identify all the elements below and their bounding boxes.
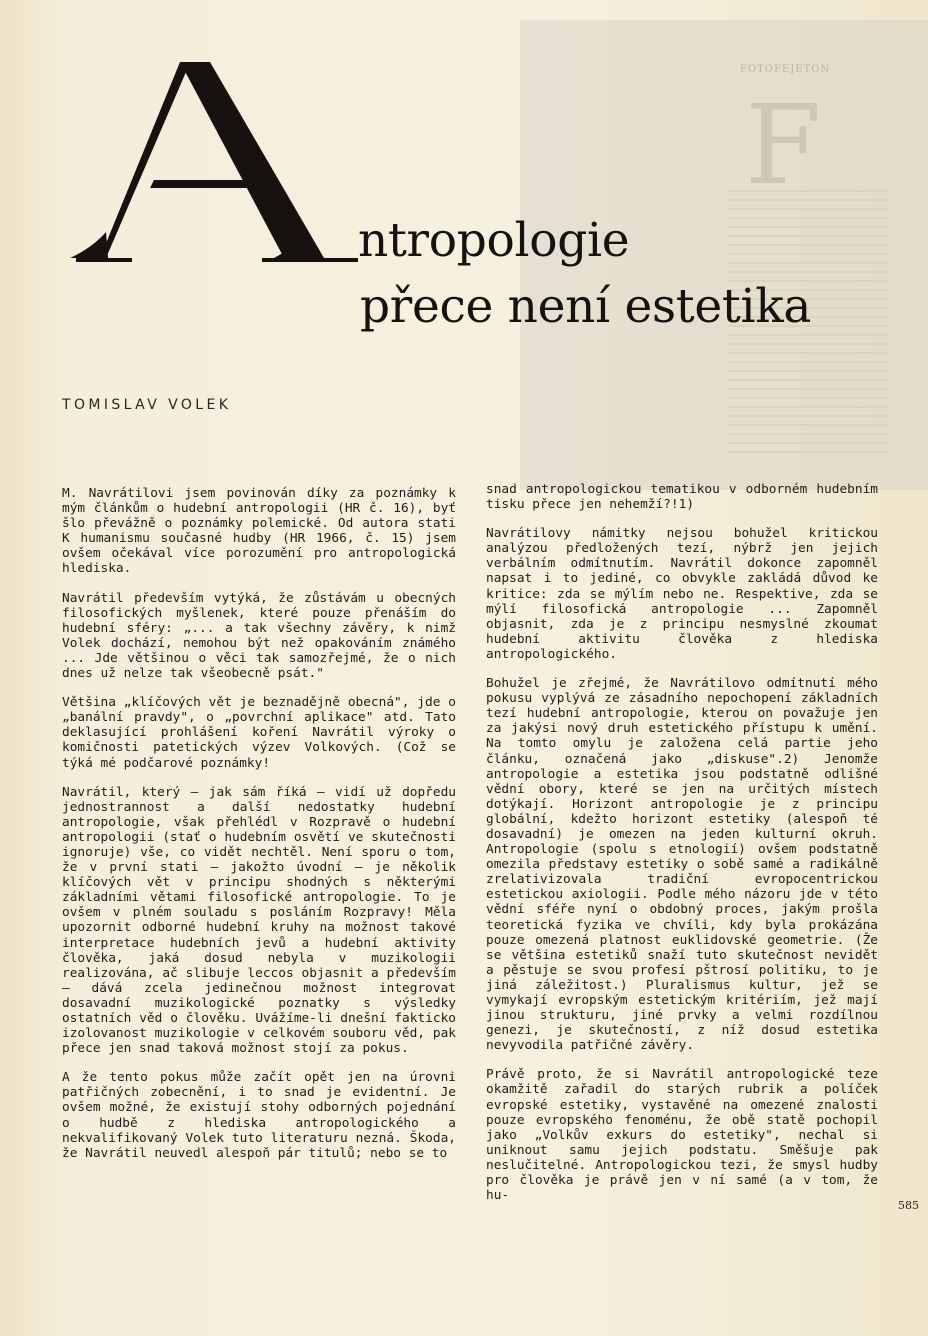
paragraph: Většina „klíčových vět je beznadějně obecná", jde o „banální pravdy", o „povrchní aplikace" atd. Tato deklasující prohlášení koření Navrátil výroky o komičnosti patetických výzev Volkových. (Což se týká mé podčarové poznámky! [62,695,456,771]
text-column-right [486,482,878,1217]
paragraph: snad antropologickou tematikou v odborném hudebním tisku přece jen nehemží?!1) [486,482,878,513]
author-name: TOMISLAV VOLEK [62,397,232,413]
paragraph: M. Navrátilovi jsem povinován díky za poznámky k mým článkům o hudební antropologii (HR č. 16), byť šlo převážně o poznámky polemické. Od autora stati K humanismu současné hudby (HR 1966, č. 15) jsem ovšem očekával více porozumění pro antropologická hlediska. [62,486,456,577]
initial-letter-a [62,62,372,272]
show-through-initial: F [745,81,822,209]
paragraph: A že tento pokus může začít opět jen na úrovni patřičných zobecnění, i to snad je evidentní. Je ovšem možné, že existují stohy odborných pojednání o hudbě z hlediska antropologického a nekvalifikovaný Volek tuto literaturu nezná. Škoda, že Navrátil neuvedl alespoň pár titulů; nebo se to [62,1070,456,1161]
show-through-header: FOTOFEJETON [740,64,831,75]
paragraph: Navrátil především vytýká, že zůstávám u obecných filosofických myšlenek, které pouze přenáším do hudební sféry: „... a tak všechny závěry, k nimž Volek dochází, nemohou být než opakováním známého ... Jde většinou o věci tak samozřejmé, že o nich dnes už nelze tak všeobecně psát." [62,590,456,682]
article-title-line-2: přece není estetika [360,279,812,334]
paragraph: Bohužel je zřejmé, že Navrátilovo odmítnutí mého pokusu vyplývá ze zásadního nepochopení základních tezí hudební antropologie, kterou on považuje jen za jakýsi nový druh estetického přístupu k umění. Na tomto omylu je založena celá partie jeho článku, označená jako „diskuse".2) Jenomže antropologie a estetika jsou podstatně odlišné vědní obory, které se jen na určitých místech dotýkají. Horizont antropologie je z principu globální, kdežto horizont estetiky (alespoň té dosavadní) je omezen na jeden kulturní okruh. Antropologie (spolu s etnologií) ovšem podstatně omezila představy estetiky o sobě samé a radikálně zrelativizovala tradiční evropocentrickou estetickou axiologii. Podle mého názoru jde v této vědní sféře nyní o obdobný proces, jakým prošla teoretická fyzika ve chvíli, kdy byla prokázána pouze omezená platnost euklidovské geometrie. (Že se většina estetiků snaží tuto skutečnost nevidět a pěstuje se svou profesí pštrosí politiku, to je jiná záležitost.) Pluralismus kultur, jež se vymykají evropským estetickým kritériím, jež mají jinou strukturu, jiné prvky a velmi rozdílnou genezi, je skutečností, z níž dosud estetika nevyvodila patřičné závěry. [486,676,878,1054]
paragraph: Navrátilovy námitky nejsou bohužel kritickou analýzou předložených tezí, nýbrž jen jejich verbálním odmítnutím. Navrátil dokonce zapomněl napsat i to jediné, co obvykle zakládá důvod ke kritice: zda se mýlím nebo ne. Respektive, zda se mýlí filosofická antropologie ... Zapomněl objasnit, zda je z principu nesmyslné zkoumat hudební aktivitu člověka z hlediska antropologického. [486,526,878,662]
paragraph: Navrátil, který — jak sám říká — vidí už dopředu jednostrannost a další nedostatky hudební antropologie, však přehlédl v Rozpravě o hudební antropologii (stať o hudebním osvětí ve skutečnosti ignoruje) vše, co vidět nechtěl. Není sporu o tom, že v první stati — jakožto úvodní — je několik klíčových vět v principu shodných s některými základními větami filosofické antropologie. To je ovšem v plném souladu s posláním Rozpravy! Měla upozornit odborné hudební kruhy na možnost takové interpretace hudebních jevů a hudební aktivity člověka, jaká dosud nebyla v muzikologii realizována, ač slibuje leccos objasnit a především — dává zcela jedinečnou možnost integrovat dosavadní muzikologické poznatky s výsledky ostatních věd o člověku. Uvážíme-li dnešní fakticko izolovanost muzikologie v celkovém souboru věd, pak přece jen snad taková možnost stojí za pokus. [62,784,456,1057]
text-column-left [62,486,456,1175]
paragraph: Právě proto, že si Navrátil antropologické teze okamžitě zařadil do starých rubrik a políček evropské estetiky, vystavěné na omezené znalosti pouze evropského fenoménu, že obě statě pochopil jako „Volkův exkurs do estetiky", nechal si uniknout samu jejich podstatu. Směšuje pak neslučitelné. Antropologickou tezi, že smysl hudby pro člověka je právě jen v ní samé (a v tom, že hu- [486,1067,878,1204]
article-title-line-1: ntropologie [358,213,630,268]
page-number: 585 [898,1199,919,1212]
